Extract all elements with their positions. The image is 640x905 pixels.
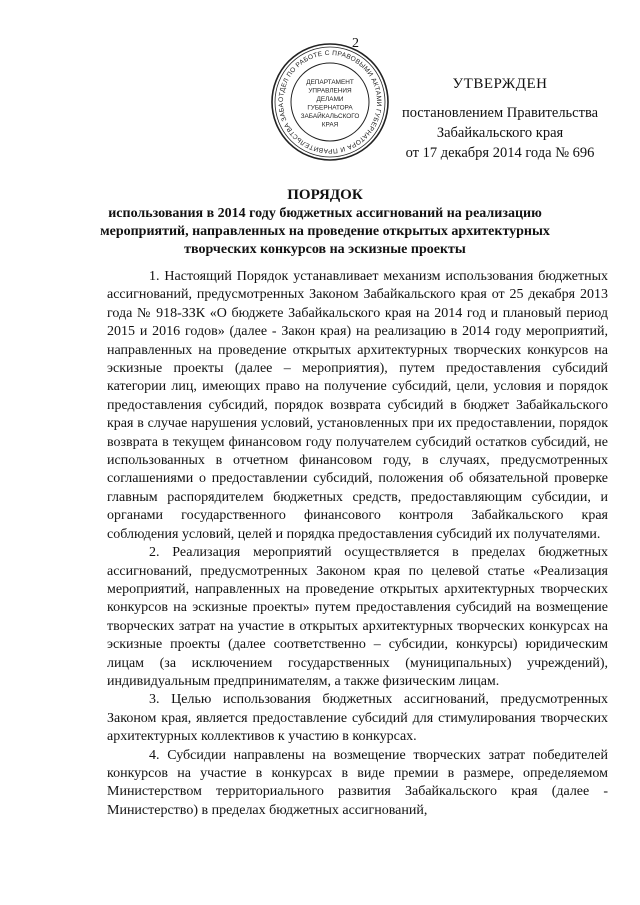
seal-center-line: ДЕПАРТАМЕНТ [306,79,354,86]
approval-line: Забайкальского края [436,125,564,141]
paragraph: 3. Целью использования бюджетных ассигнований, предусмотренных Законом края, является предоставление субсидий для стимулирования творческих архитектурных коллективов к участию в конкурсах. [107,692,608,745]
approval-block [380,74,620,163]
paragraph: 4. Субсидии направлены на возмещение творческих затрат победителей конкурсов на участие в конкурсах в виде премии в размере, определяемом Министерством территориального развития Забайкальского края (далее - Министерство) в пределах бюджетных ассигнований, [107,747,608,818]
seal-center-line: ЗАБАЙКАЛЬСКОГО [300,113,360,120]
approval-title: УТВЕРЖДЕН [452,76,548,92]
paragraph: 1. Настоящий Порядок устанавливает механизм использования бюджетных ассигнований, предусмотренных Законом Забайкальского края от 25 декабря 2013 года № 918-ЗЗК «О бюджете Забайкальского края на 2014 год и плановый период 2015 и 2016 годов» (далее - Закон края) на реализацию в 2014 году мероприятий, направленных на проведение открытых архитектурных творческих конкурсов на эскизные проекты (далее – мероприятия), путем предоставления субсидий категории лиц, имеющих право на получение субсидий, цели, условия и порядок предоставления субсидий, порядок возврата субсидий в бюджет Забайкальского края в случае нарушения условий, установленных при их предоставлении, порядок возврата в текущем финансовом году получателем субсидий остатков субсидий, не использованных в отчетном финансовом году, в случаях, предусмотренных соглашениями о предоставлении субсидий, положения об обязательной проверке главным распорядителем бюджетных средств, предоставляющим субсидии, и органами государственного финансового контроля Забайкальского края соблюдения условий, целей и порядка предоставления субсидий их получателями. [107,269,608,542]
document-subtitle: использования в 2014 году бюджетных ассигнований на реализацию мероприятий, направленных на проведение открытых архитектурных творческих конкурсов на эскизные проекты [100,206,550,257]
document-body [107,268,608,820]
paragraph: 2. Реализация мероприятий осуществляется в пределах бюджетных ассигнований, предусмотренных Законом края по целевой статье «Реализация мероприятий, направленных на проведение открытых архитектурных творческих конкурсов на эскизные проекты» путем предоставления субсидий на возмещение творческих затрат на участие в открытых архитектурных творческих конкурсах на эскизные проекты (далее соответственно – субсидии, конкурсы) юридическим лицам (за исключением государственных (муниципальных) учреждений), индивидуальным предпринимателям, а также физическим лицам. [107,545,608,689]
seal-center-line: КРАЯ [321,121,339,129]
seal-ring-text: ОТДЕЛ ПО РАБОТЕ С ПРАВОВЫМИ АКТАМИ ГУБЕРНАТОРА И ПРАВИТЕЛЬСТВА ЗАБА [277,49,383,155]
page-number: 2 [352,36,359,51]
document-title: ПОРЯДОК [287,187,363,203]
seal-center-line: ГУБЕРНАТОРА [307,104,353,112]
approval-line: постановлением Правительства [401,105,599,121]
approval-date: от 17 декабря 2014 года № 696 [405,145,595,161]
seal-center-line: УПРАВЛЕНИЯ [308,87,352,95]
department-seal [268,40,392,164]
seal-center-line: ДЕЛАМИ [316,96,344,103]
